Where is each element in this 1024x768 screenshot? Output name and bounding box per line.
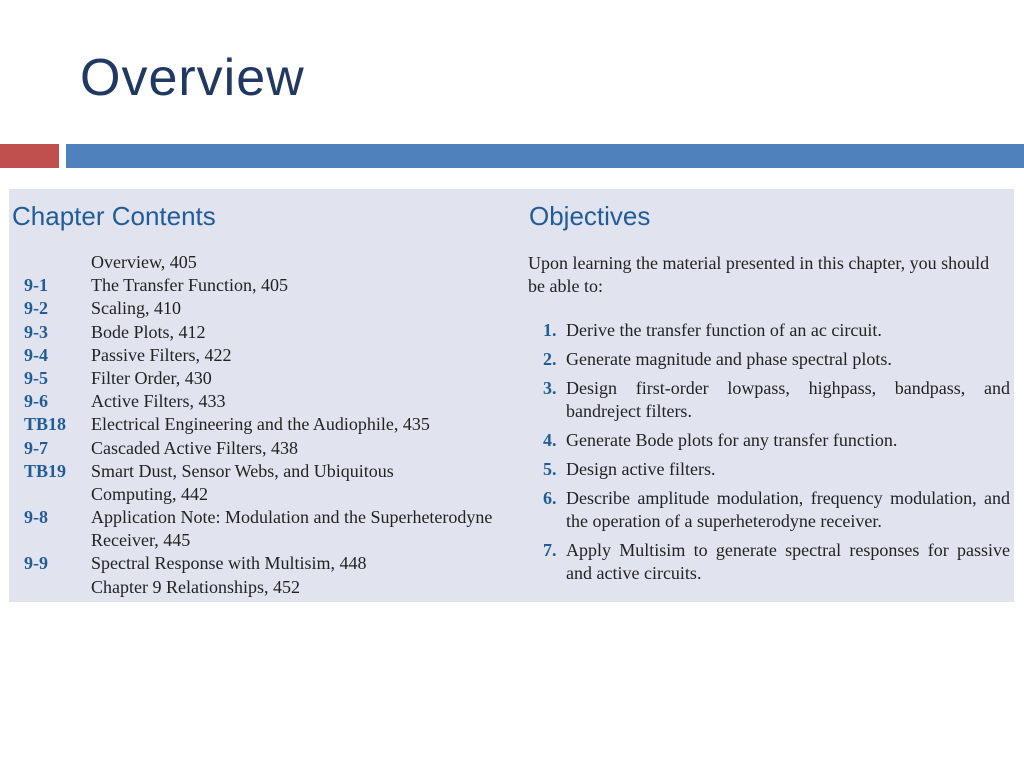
- toc-item-text: Chapter 9 Relationships, 452: [91, 576, 300, 597]
- chapter-contents-list: [9, 252, 521, 600]
- toc-item-number: 9-9: [24, 553, 48, 574]
- objective-text: Derive the transfer function of an ac circuit.: [566, 320, 882, 340]
- toc-item-text: Receiver, 445: [91, 530, 191, 551]
- objective-number: 4.: [543, 430, 557, 450]
- objective-item: [528, 319, 1010, 342]
- toc-item-text: Cascaded Active Filters, 438: [91, 437, 298, 458]
- toc-item: [9, 507, 521, 530]
- objective-number: 3.: [543, 378, 557, 398]
- objective-text: Generate magnitude and phase spectral plots.: [566, 349, 892, 369]
- toc-item: [9, 368, 521, 391]
- toc-item-text: Spectral Response with Multisim, 448: [91, 553, 367, 574]
- slide-title: Overview: [80, 49, 305, 107]
- toc-item-number: 9-7: [24, 437, 48, 458]
- toc-item-text: Scaling, 410: [91, 298, 181, 319]
- toc-item: [9, 414, 521, 437]
- toc-item: [9, 577, 521, 600]
- toc-item-text: Application Note: Modulation and the Superheterodyne: [91, 507, 493, 528]
- chapter-contents-heading: Chapter Contents: [12, 201, 216, 231]
- toc-item: [9, 391, 521, 414]
- toc-item-number: 9-5: [24, 367, 48, 388]
- toc-item-text: Active Filters, 433: [91, 391, 226, 412]
- objective-number: 1.: [543, 320, 557, 340]
- toc-item-text: Computing, 442: [91, 483, 209, 504]
- objective-item: [528, 487, 1010, 533]
- toc-item-number: 9-1: [24, 275, 48, 296]
- toc-item: [9, 298, 521, 321]
- objective-item: [528, 539, 1010, 585]
- objectives-list: [528, 319, 1010, 591]
- objective-number: 5.: [543, 459, 557, 479]
- toc-item-number: 9-8: [24, 507, 48, 528]
- toc-item-number: 9-4: [24, 344, 48, 365]
- objective-number: 2.: [543, 349, 557, 369]
- toc-item: [9, 553, 521, 576]
- objectives-intro: Upon learning the material presented in this chapter, you should be able to:: [528, 253, 990, 296]
- toc-item-text: Passive Filters, 422: [91, 344, 232, 365]
- content-panel: [9, 189, 1014, 602]
- objective-text: Design active filters.: [566, 459, 716, 479]
- objective-text: Describe amplitude modulation, frequency modulation, and the operation of a superheterodyne receiver.: [566, 488, 1010, 531]
- toc-item-text: The Transfer Function, 405: [91, 275, 288, 296]
- objective-number: 7.: [543, 540, 557, 560]
- objective-text: Design first-order lowpass, highpass, bandpass, and bandreject filters.: [566, 378, 1010, 421]
- objective-text: Generate Bode plots for any transfer function.: [566, 430, 898, 450]
- toc-item: [9, 252, 521, 275]
- objectives-heading: Objectives: [529, 201, 651, 231]
- toc-item-text: Smart Dust, Sensor Webs, and Ubiquitous: [91, 460, 394, 481]
- toc-item-text: Bode Plots, 412: [91, 321, 206, 342]
- objective-number: 6.: [543, 488, 557, 508]
- objective-item: [528, 429, 1010, 452]
- toc-item: [9, 345, 521, 368]
- toc-item: [9, 530, 521, 553]
- objective-text: Apply Multisim to generate spectral responses for passive and active circuits.: [566, 540, 1010, 583]
- objective-item: [528, 458, 1010, 481]
- toc-item-number: 9-2: [24, 298, 48, 319]
- toc-item-number: 9-3: [24, 321, 48, 342]
- toc-item: [9, 275, 521, 298]
- toc-item: [9, 461, 521, 484]
- toc-item: [9, 322, 521, 345]
- toc-item-number: TB18: [24, 414, 67, 435]
- toc-item-number: 9-6: [24, 391, 48, 412]
- toc-item-number: TB19: [24, 460, 67, 481]
- toc-item-text: Overview, 405: [91, 252, 197, 272]
- toc-item: [9, 438, 521, 461]
- toc-item: [9, 484, 521, 507]
- objective-item: [528, 348, 1010, 371]
- toc-item-text: Electrical Engineering and the Audiophile, 435: [91, 414, 430, 435]
- toc-item-text: Filter Order, 430: [91, 367, 212, 388]
- accent-bar-blue: [66, 144, 1024, 168]
- accent-bar-red: [0, 144, 59, 168]
- objective-item: [528, 377, 1010, 423]
